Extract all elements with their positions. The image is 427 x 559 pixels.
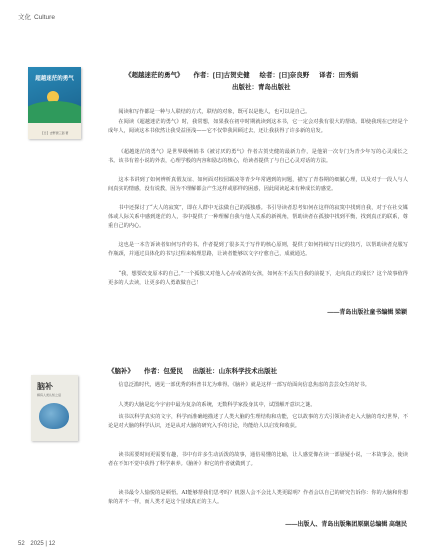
book-cover-image — [31, 375, 78, 441]
book-illustrator: 绘者：[日]奈良野 — [259, 72, 310, 79]
book-author: 作者：[日]古贺史健 — [193, 72, 250, 79]
article-signature: ——出版人、青岛出版集团原副总编辑 高继民 — [285, 522, 407, 528]
article-paragraph: 读书最令人愉悦的是顿悟。AI能够帮我们思考吗？机器人会不会比人类更聪明？作者会以自己的研究告诉你：你的大脑和你想象的并不一样，而人类才是这个星球真正的主人。 — [108, 490, 408, 506]
article-paragraph: 该书以科学真实的文字，科学而准确地描述了人类大脑的生理结构和功能，它以故事的方式引领读者走入大脑的奇幻世界，不论是对大脑的科学认识，还是从对大脑的研究入手的讨论，均能给人以启发和收获。 — [108, 414, 408, 430]
article-paragraph: 信息泛滥时代，遇见一部优秀的科普书尤为难得。《脑补》就是这样一部写给面向信息焦虑的芸芸众生的好书。 — [118, 382, 370, 388]
book-cover-subtitle: 【日】吉野源三郎 著 — [40, 131, 69, 136]
section-label-cn: 文化 — [18, 14, 31, 21]
book-publisher: 出版社：山东科学技术出版社 — [192, 368, 278, 375]
page-header — [18, 12, 55, 21]
article-signature: ——青岛出版社童书编辑 梁颖 — [327, 310, 407, 316]
book-cover-image — [28, 67, 81, 139]
book-author: 作者：包爱民 — [143, 368, 183, 375]
article-paragraph: 这本书讲到了如何辨析真假友谊、如何面对校园霸凌等青少年常遇到的问题，描写了青春期的细腻心理，以及对于一段人与人间真实的情感，没有说教，因为不理解都会产生这样或那样的困惑，因此阅读起来有种成长的感觉。 — [108, 177, 408, 193]
article-paragraph: 在阅读《超越迷茫的勇气》时，我常想，如果我在初中时期就读到这本书，它一定会对我有很大的帮助。即使我现在已经是个成年人，阅读这本书依然让我受益匪浅——它不仅带我回顾过去，还让我获得了许多新的启发。 — [108, 119, 408, 135]
book-cover-subtitle: 解码人类认知之谜 — [37, 393, 62, 397]
article-paragraph: 这也是一本告诉读者如何写作的书。作者提到了很多关于写作的核心原则，提供了如何持续写日记的技巧，以帮助读者克服写作瓶颈，并通过具体化的书写过程来梳理思路，让读者能够以文字疗愈自己，成就通达。 — [108, 242, 408, 258]
book-cover-title: 超越迷茫的勇气 — [35, 76, 74, 82]
section-label-en: Culture — [34, 14, 55, 21]
book-publisher: 出版社：青岛出版社 — [232, 84, 291, 91]
book-title: 《超越迷茫的勇气》 — [125, 72, 184, 79]
article-paragraph: “我，想要改变原本的自己。”一个孤独又对他人心存戒备的女孩，如何在不丢失自我的前提下，走向真正的成长？这个故事值得更多的人去读，让更多的人勇敢做自己！ — [108, 271, 408, 287]
issue-number: 2025 | 12 — [30, 541, 56, 547]
cover-hill-graphic — [28, 101, 81, 123]
article-paragraph: 读书需要时间更需要有趣，书中有许多生动活泼的故事，通俗易懂的比喻，让人感觉像在读一部悬疑小说，一本故事会，使读者在不知不觉中获得了科学素养。《脑补》和它的作者就做到了。 — [108, 452, 408, 468]
page-footer — [18, 541, 55, 547]
book-info-line — [108, 366, 277, 375]
article-paragraph: 阅读和写作都是一种与人联结的方式，联结的对象，既可以是他人，也可以是自己。 — [118, 109, 311, 115]
book-info-line — [125, 70, 358, 79]
book-cover-title: 脑补 — [37, 381, 53, 391]
book-title: 《脑补》 — [108, 368, 134, 375]
article-paragraph: 人类的大脑是迄今宇宙中最为复杂的系统，无数科学家投身其中，试图解开意识之谜。 — [118, 402, 316, 408]
article-paragraph: 《超越迷茫的勇气》是世界级畅销书《被讨厌的勇气》作者古贺史健的最新力作，是他第一次专门为青少年写的心灵成长之书。该书有着小说的外表，心理学般的内容和励志的核心，给读者提供了与自己心灵对话的方法。 — [108, 149, 408, 165]
article-paragraph: 书中还探讨了“大人的寂寞”，即在人群中无法做自己的孤独感。书引导读者思考如何在这样的寂寞中找到自我，对于在社交媒体或人际关系中感到迷茫的人，书中提供了一种理解自我与他人关系的新视角，帮助读者在孤独中找到平衡，找到真正的联系，尊重自己的内心。 — [108, 205, 408, 230]
book-translator: 译者：田秀娟 — [319, 72, 359, 79]
brain-graphic — [39, 403, 69, 429]
page-number: 52 — [18, 541, 25, 547]
